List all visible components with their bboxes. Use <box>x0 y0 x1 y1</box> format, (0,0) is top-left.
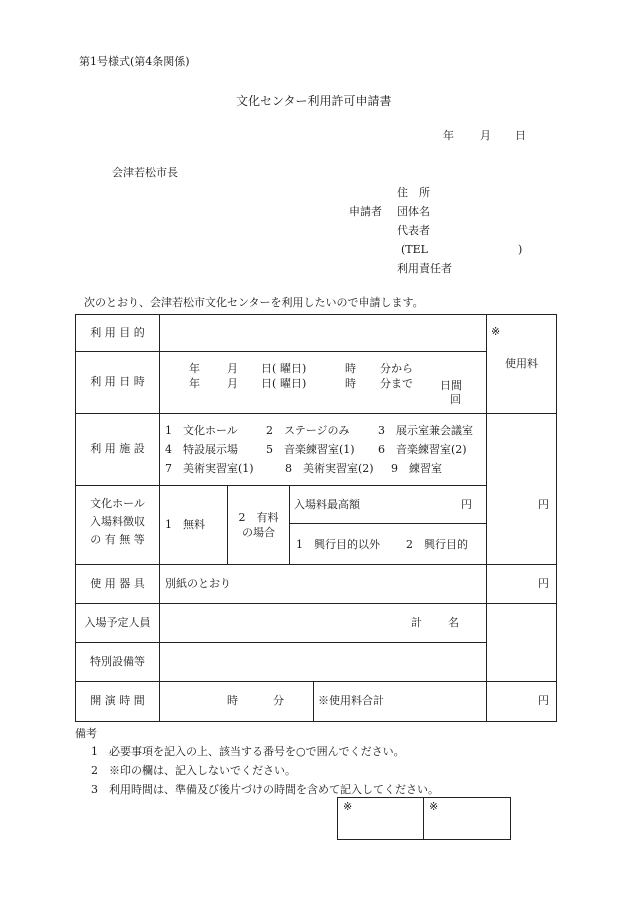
group-name-label: 団体名 <box>397 205 430 218</box>
date-year-label: 年 <box>443 129 454 142</box>
datetime-label: 利 用 日 時 <box>90 375 145 388</box>
note-3: 3 利用時間は、準備及び後片づけの時間を含めて記入してください。 <box>91 783 439 796</box>
form-number: 第1号様式(第4条関係) <box>79 55 190 68</box>
facility-option-9[interactable]: 9 練習室 <box>391 462 442 475</box>
note-1: 1 必要事項を記入の上、該当する番号を○で囲んでください。 <box>91 745 405 758</box>
tel-close: ) <box>518 243 523 256</box>
applicant-label: 申請者 <box>349 205 382 218</box>
page-title: 文化センター利用許可申請書 <box>236 94 392 108</box>
minute-to-unit: 分まで <box>380 377 413 390</box>
facility-option-1[interactable]: 1 文化ホール <box>165 424 238 437</box>
fee-yen-equipment: 円 <box>538 577 549 590</box>
hour-unit: 時 <box>345 377 356 390</box>
total-label: 計 <box>411 616 422 629</box>
performance-minute-unit: 分 <box>273 694 284 707</box>
address-label: 住 所 <box>397 186 430 199</box>
fee-yen-total: 円 <box>538 694 549 707</box>
date-day-label: 日 <box>515 129 526 142</box>
year-unit: 年 <box>189 362 200 375</box>
times-unit: 回 <box>450 393 461 406</box>
day-unit: 日( <box>261 377 277 390</box>
weekday-unit: 曜日) <box>280 377 307 390</box>
intro-text: 次のとおり、会津若松市文化センターを利用したいので申請します。 <box>84 296 424 309</box>
note-2: 2 ※印の欄は、記入しないでください。 <box>91 764 296 777</box>
persons-unit: 名 <box>448 616 459 629</box>
equipment-value: 別紙のとおり <box>165 577 231 590</box>
fee-total-label: ※使用料合計 <box>318 694 384 707</box>
paid-option-line1[interactable]: 2 有料 <box>238 511 279 524</box>
hall-fee-label-1: 文化ホール <box>90 497 145 510</box>
manager-label: 利用責任者 <box>397 262 452 275</box>
weekday-unit: 曜日) <box>280 362 307 375</box>
purpose-label: 利 用 目 的 <box>90 326 145 339</box>
special-equipment-label: 特別設備等 <box>90 655 145 668</box>
non-commercial-option[interactable]: 1 興行目的以外 <box>296 538 380 551</box>
notes-title: 備考 <box>75 727 97 740</box>
facility-option-7[interactable]: 7 美術実習室(1) <box>165 462 254 475</box>
representative-label: 代表者 <box>397 224 430 237</box>
commercial-option[interactable]: 2 興行目的 <box>406 538 468 551</box>
hall-fee-label-2: 入場料徴収 <box>90 515 145 528</box>
addressee: 会津若松市長 <box>112 166 178 179</box>
day-unit: 日( <box>261 362 277 375</box>
facility-option-4[interactable]: 4 特設展示場 <box>165 443 238 456</box>
max-fee-label: 入場料最高額 <box>294 498 360 511</box>
performance-hour-unit: 時 <box>227 694 238 707</box>
equipment-label: 使 用 器 具 <box>90 577 145 590</box>
attendance-label: 入場予定人員 <box>84 616 151 629</box>
free-option[interactable]: 1 無料 <box>165 518 205 531</box>
office-mark-left: ※ <box>343 800 353 813</box>
facility-option-5[interactable]: 5 音楽練習室(1) <box>266 443 355 456</box>
office-use-box <box>337 797 511 840</box>
facility-option-6[interactable]: 6 音楽練習室(2) <box>378 443 467 456</box>
facility-option-3[interactable]: 3 展示室兼会議室 <box>378 424 473 437</box>
fee-label: 使用料 <box>505 357 538 370</box>
month-unit: 月 <box>227 362 238 375</box>
paid-option-line2: の場合 <box>242 526 275 539</box>
minute-from-unit: 分から <box>380 362 413 375</box>
hall-fee-label-3: の 有 無 等 <box>90 533 145 546</box>
month-unit: 月 <box>227 377 238 390</box>
year-unit: 年 <box>189 377 200 390</box>
tel-label: (TEL <box>401 243 428 256</box>
office-mark: ※ <box>491 325 501 338</box>
performance-time-label: 開 演 時 間 <box>90 694 145 707</box>
office-mark-right: ※ <box>429 800 439 813</box>
fee-yen-hall: 円 <box>538 498 549 511</box>
facility-label: 利 用 施 設 <box>90 442 145 455</box>
days-unit: 日間 <box>440 379 462 392</box>
date-month-label: 月 <box>480 129 491 142</box>
facility-option-8[interactable]: 8 美術実習室(2) <box>285 462 374 475</box>
hour-unit: 時 <box>345 362 356 375</box>
facility-option-2[interactable]: 2 ステージのみ <box>266 424 350 437</box>
max-fee-yen: 円 <box>461 498 472 511</box>
